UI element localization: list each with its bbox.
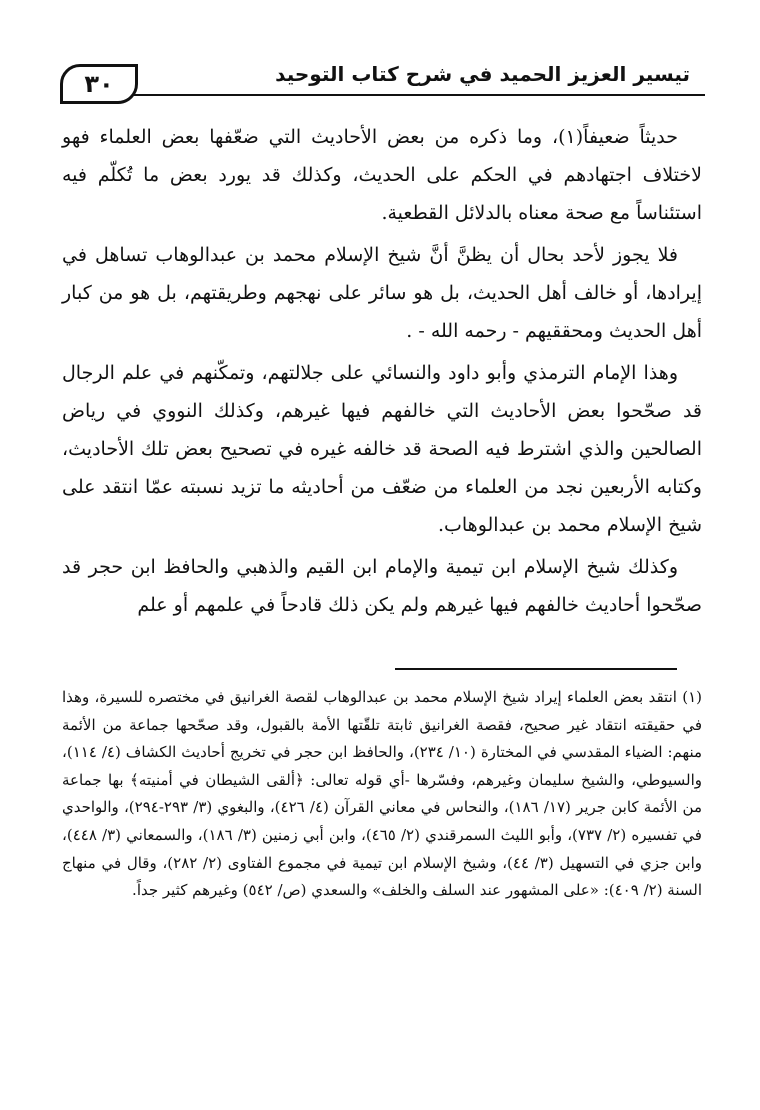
paragraph: وهذا الإمام الترمذي وأبو داود والنسائي على جلالتهم، وتمكّنهم في علم الرجال قد صحّحوا بعض الأحاديث التي خالفهم فيها غيرهم، وكذلك النووي في رياض الصالحين والذي اشترط فيه الصحة قد خالفه غيره في تصحيح بعض تلك الأحاديث، وكتابه الأربعين نجد من العلماء من ضعّف من أحاديثه ما تزيد نسبته عمّا انتقد على شيخ الإسلام محمد بن عبدالوهاب. xyxy=(62,362,702,536)
footnote: (١) انتقد بعض العلماء إيراد شيخ الإسلام محمد بن عبدالوهاب لقصة الغرانيق في مختصره للسيرة، وهذا في حقيقته انتقاد غير صحيح، فقصة الغرانيق ثابتة تلقّتها الأمة بالقبول، وقد صحّحها جماعة من الأئمة منهم: الضياء المقدسي في المختارة (١٠/ ٢٣٤)، والحافظ ابن حجر في تخريج أحاديث الكشاف (٤/ ١١٤)، والسيوطي، والشيخ سليمان وغيرهم، وفسّرها -أي قوله تعالى: ﴿ألقى الشيطان في أمنيته﴾ بها جماعة من الأئمة كابن جرير (١٧/ ١٨٦)، والنحاس في معاني القرآن (٤/ ٤٢٦)، والبغوي (٣/ ٢٩٣-٢٩٤)، والواحدي في تفسيره (٢/ ٧٣٧)، وأبو الليث السمرقندي (٢/ ٤٦٥)، وابن أبي زمنين (٣/ ١٨٦)، والسمعاني (٣/ ٤٤٨)، وابن جزي في التسهيل (٣/ ٤٤)، وشيخ الإسلام ابن تيمية في مجموع الفتاوى (٢/ ٢٨٢)، وقال في منهاج السنة (٢/ ٤٠٩): «على المشهور عند السلف والخلف» والسعدي (ص/ ٥٤٢) وغيرهم كثير جداً. xyxy=(62,688,703,900)
running-title: تيسير العزيز الحميد في شرح كتاب التوحيد xyxy=(275,62,690,86)
body-text xyxy=(62,118,702,628)
paragraph: حديثاً ضعيفاً(١)، وما ذكره من بعض الأحاديث التي ضعّفها بعض العلماء فهو لاختلاف اجتهادهم في الحكم على الحديث، وكذلك قد يورد بعض ما تُكلّم فيه استئناساً مع صحة معناه بالدلائل القطعية. xyxy=(62,126,702,224)
page-header xyxy=(60,54,705,104)
paragraph: وكذلك شيخ الإسلام ابن تيمية والإمام ابن القيم والذهبي والحافظ ابن حجر قد صحّحوا أحاديث خالفهم فيها غيرهم ولم يكن ذلك قادحاً في علمهم أو علم xyxy=(62,556,702,616)
page-number: ٣٠ xyxy=(60,64,138,104)
paragraph: فلا يجوز لأحد بحال أن يظنَّ أنَّ شيخ الإسلام محمد بن عبدالوهاب تساهل في إيرادها، أو خالف أهل الحديث، بل هو سائر على نهجهم وطريقتهم، بل هو من كبار أهل الحديث ومحققيهم - رحمه الله - . xyxy=(62,244,702,342)
footnote-separator xyxy=(395,668,677,670)
header-rule xyxy=(134,94,705,96)
